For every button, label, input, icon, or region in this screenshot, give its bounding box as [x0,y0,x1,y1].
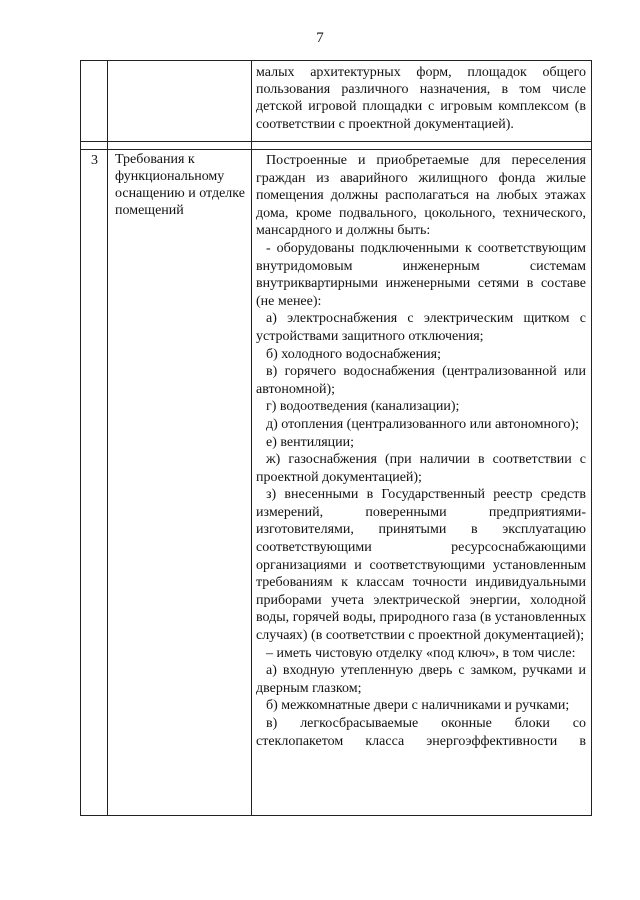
paragraph: – иметь чистовую отделку «под ключ», в том числе: [266,645,576,661]
continuation-cell: малых архитектурных форм, площадок общего пользования различного назначения, в том числе детской игровой площадки с игровым комплексом (в соответствии с проектной документацией). [256,65,586,132]
column-divider [107,61,108,815]
paragraph: б) межкомнатные двери с наличниками и ручками; [266,698,570,714]
row-title: Требования к функциональному оснащению и отделке помещений [115,152,245,218]
paragraph: д) отопления (централизованного или автономного); [266,416,579,432]
paragraph: а) входную утепленную дверь с замком, ручками и дверным глазком; [256,663,586,696]
page-number: 7 [316,30,324,46]
paragraph: г) водоотведения (канализации); [266,399,460,415]
paragraph: з) внесенными в Государственный реестр средств измерений, поверенными предприятиями-изготовителями, принятыми в эксплуатацию соответствующими ресурсоснабжающими организациями и соответствующими установленным требованиям к классам точности индивидуальными приборами учета электрической энергии, холодной воды, горячей воды, природного газа (в установленных случаях) (в соответствии с проектной документацией); [256,487,586,644]
paragraph: е) вентиляции; [266,434,355,450]
paragraph: в) горячего водоснабжения (централизованной или автономной); [256,364,586,397]
row-number: 3 [91,153,98,168]
paragraph: а) электроснабжения с электрическим щитком с устройствами защитного отключения; [256,311,586,344]
requirements-table [80,60,592,816]
paragraph: б) холодного водоснабжения; [266,346,441,362]
column-divider [251,61,252,815]
paragraph: - оборудованы подключенными к соответствующим внутридомовым инженерным системам внутриквартирными инженерными сетями в составе (не менее): [256,240,586,309]
paragraph: ж) газоснабжения (при наличии в соответствии с проектной документацией); [256,452,586,485]
paragraph: Построенные и приобретаемые для переселения граждан из аварийного жилищного фонда жилые помещения должны располагаться на любых этажах дома, кроме подвального, цокольного, технического, мансардного и должны быть: [256,153,586,239]
requirements-cell [256,152,586,750]
row-divider [81,149,591,150]
paragraph: в) легкосбрасываемые оконные блоки со стеклопакетом класса энергоэффективности в [256,716,586,749]
row-divider [81,141,591,142]
